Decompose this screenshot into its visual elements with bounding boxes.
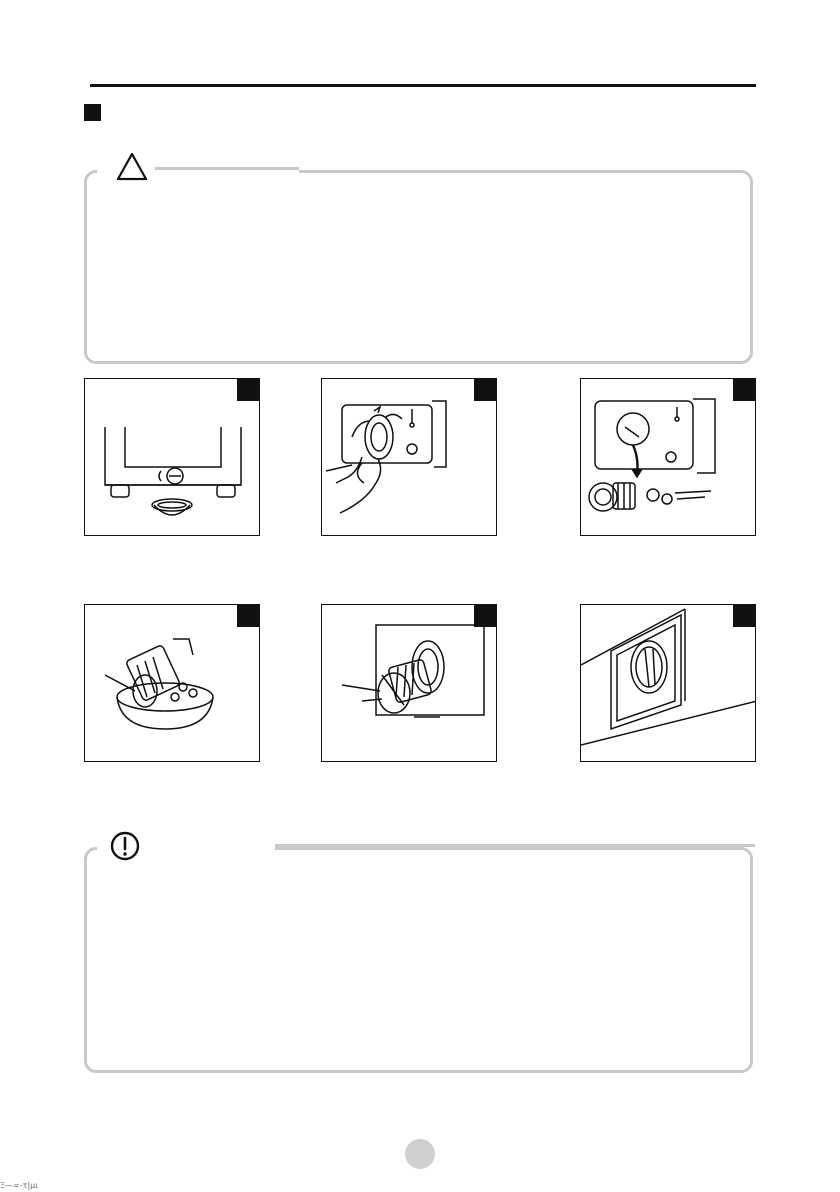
step-panel-3 (580, 378, 756, 536)
warning-box (84, 170, 753, 364)
warning-triangle-icon (115, 151, 149, 183)
clean-filter-illustration (85, 605, 260, 762)
unscrew-filter-illustration (322, 379, 497, 536)
section-marker-icon (84, 104, 101, 121)
washer-front-illustration (85, 379, 260, 536)
reinsert-filter-illustration (322, 605, 497, 762)
step-panel-5 (321, 604, 497, 762)
cover-closed-illustration (581, 605, 756, 762)
removed-filter-illustration (581, 379, 756, 536)
exclamation-circle-icon (109, 830, 141, 862)
step-panel-2 (321, 378, 497, 536)
page-number-badge (405, 1139, 435, 1169)
step-panel-6 (580, 604, 756, 762)
header-rule (90, 84, 756, 87)
warning-title-rule (155, 167, 299, 170)
step-panel-4 (84, 604, 260, 762)
notice-title-rule (275, 844, 755, 847)
footer-text: Ξ—=-τ|μι (0, 1181, 38, 1190)
step-panel-1 (84, 378, 260, 536)
notice-box (84, 847, 753, 1073)
